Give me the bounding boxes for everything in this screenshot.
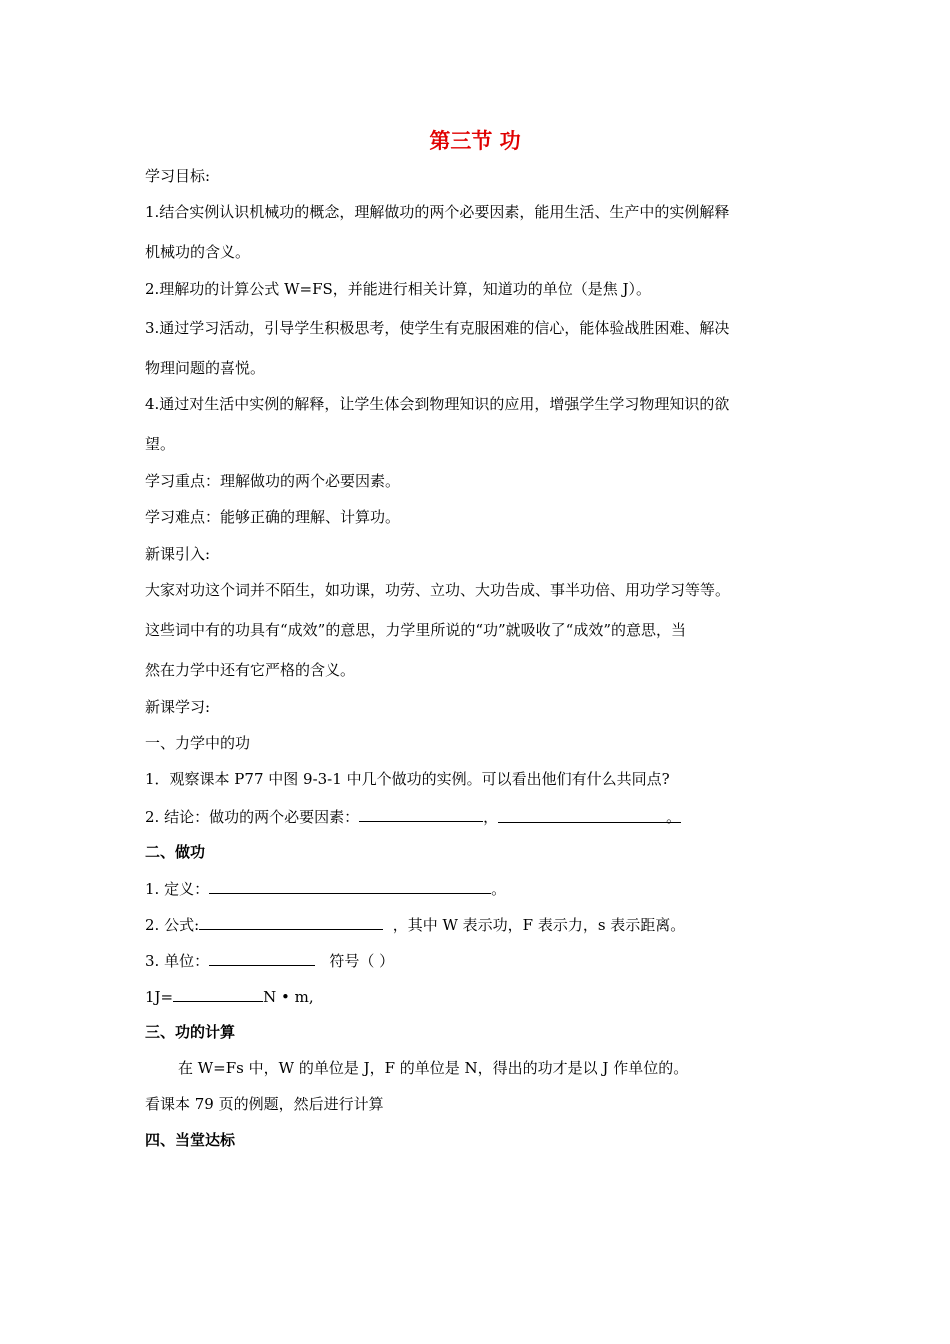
intro-label: 新课引入: [145, 545, 211, 563]
conclusion-end: 。 [666, 808, 682, 826]
section-1-question-2 [145, 805, 815, 828]
key-point: 学习重点：理解做功的两个必要因素。 [145, 472, 401, 490]
intro-paragraph-3: 然在力学中还有它严格的含义。 [145, 661, 356, 679]
conclusion-separator: ， [483, 808, 499, 826]
definition-line [145, 877, 815, 900]
objective-1-line-b: 机械功的含义。 [145, 243, 251, 261]
factor-2-blank[interactable] [498, 806, 682, 826]
section-1-title: 一、力学中的功 [145, 734, 251, 752]
section-3-paragraph-1: 在 W=Fs 中，W 的单位是 J，F 的单位是 N，得出的功才是以 J 作单位的。 [178, 1059, 689, 1077]
conversion-blank[interactable] [173, 985, 263, 1002]
definition-prefix: 1. 定义： [145, 880, 210, 898]
factor-1-blank[interactable] [359, 805, 483, 822]
definition-end: 。 [491, 880, 507, 898]
section-4-title: 四、当堂达标 [145, 1131, 236, 1149]
unit-prefix: 3. 单位： [145, 952, 210, 970]
definition-blank[interactable] [209, 877, 491, 894]
formula-prefix: 2. 公式: [145, 916, 200, 934]
conversion-suffix: N • m, [263, 988, 314, 1006]
conclusion-prefix: 2. 结论：做功的两个必要因素： [145, 808, 360, 826]
unit-blank[interactable] [209, 949, 315, 966]
difficulty: 学习难点：能够正确的理解、计算功。 [145, 508, 401, 526]
unit-symbol: 符号（ ） [329, 952, 395, 970]
objective-1-line-a: 1.结合实例认识机械功的概念，理解做功的两个必要因素，能用生活、生产中的实例解释 [145, 203, 730, 221]
formula-suffix: ，其中 W 表示功，F 表示力，s 表示距离。 [392, 916, 686, 934]
conversion-line [145, 985, 815, 1008]
formula-line [145, 913, 815, 936]
unit-line [145, 949, 815, 972]
objective-3-line-b: 物理问题的喜悦。 [145, 359, 266, 377]
objective-4-line-a: 4.通过对生活中实例的解释，让学生体会到物理知识的应用，增强学生学习物理知识的欲 [145, 395, 730, 413]
intro-paragraph-2: 这些词中有的功具有“成效”的意思，力学里所说的“功”就吸收了“成效”的意思，当 [145, 621, 687, 639]
objectives-label: 学习目标: [145, 167, 211, 185]
page-title: 第三节 功 [429, 129, 521, 153]
objective-2: 2.理解功的计算公式 W=FS，并能进行相关计算，知道功的单位（是焦 J）。 [145, 280, 652, 298]
section-1-question-1: 1．观察课本 P77 中图 9-3-1 中几个做功的实例。可以看出他们有什么共同点? [145, 770, 670, 788]
intro-paragraph-1: 大家对功这个词并不陌生，如功课，功劳、立功、大功告成、事半功倍、用功学习等等。 [145, 581, 731, 599]
formula-blank[interactable] [199, 913, 383, 930]
conversion-prefix: 1J= [145, 988, 174, 1006]
section-3-title: 三、功的计算 [145, 1023, 236, 1041]
objective-4-line-b: 望。 [145, 435, 176, 453]
section-2-title: 二、做功 [145, 843, 206, 861]
learning-label: 新课学习: [145, 698, 211, 716]
section-3-paragraph-2: 看课本 79 页的例题，然后进行计算 [145, 1095, 384, 1113]
objective-3-line-a: 3.通过学习活动，引导学生积极思考，使学生有克服困难的信心，能体验战胜困难、解决 [145, 319, 730, 337]
